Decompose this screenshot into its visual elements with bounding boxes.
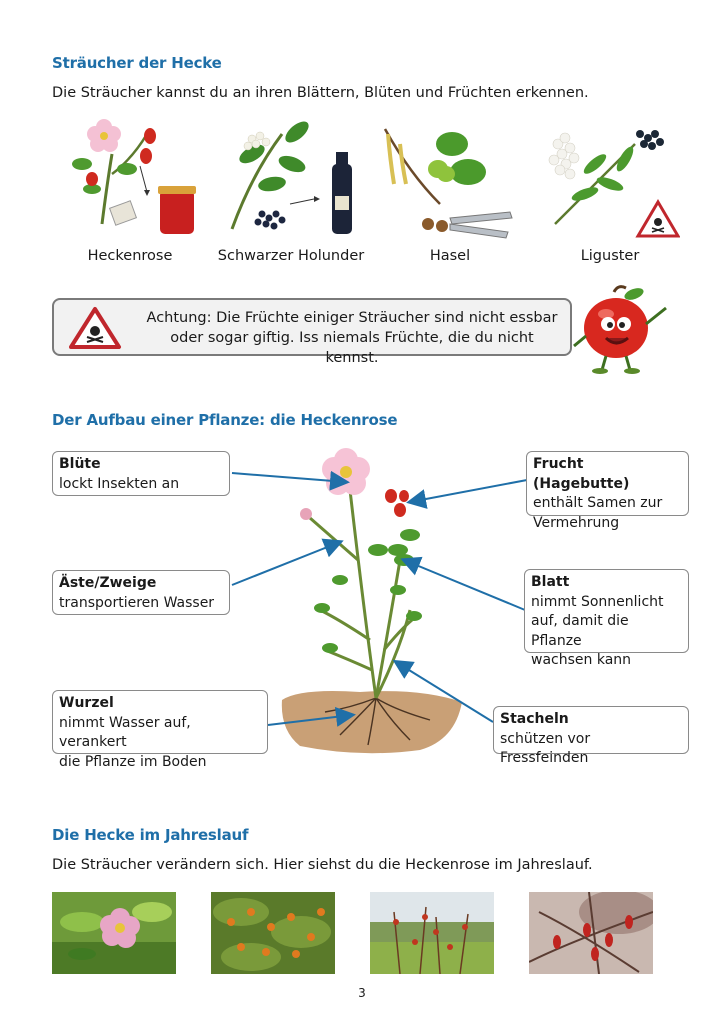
liguster-illustration: [540, 114, 680, 244]
warning-text: [142, 308, 562, 368]
shrub-caption-hasel: Hasel: [429, 248, 471, 264]
label-bluete-text: lockt Insekten an: [59, 475, 180, 492]
hasel-illustration: [380, 114, 520, 244]
warning-line-2: oder sogar giftig. Iss niemals Früchte, die du nicht kennst.: [170, 330, 534, 366]
label-blatt-line3: wachsen kann: [531, 652, 632, 668]
label-wurzel-line1: nimmt Wasser auf, verankert: [59, 714, 191, 750]
season-photo-spring: [52, 892, 176, 974]
label-frucht-line2: Vermehrung: [533, 514, 620, 531]
label-wurzel-title: Wurzel: [59, 695, 114, 711]
shrub-caption-heckenrose: Heckenrose: [87, 248, 173, 264]
poison-warning-icon: [68, 306, 122, 350]
warning-line-1: Achtung: Die Früchte einiger Sträucher sind nicht essbar: [146, 310, 558, 326]
label-blatt-line2: auf, damit die Pflanze: [531, 613, 629, 649]
section-intro-straeucher: Die Sträucher kannst du an ihren Blättern, Blüten und Früchten erkennen.: [52, 85, 589, 101]
shrub-caption-liguster: Liguster: [580, 248, 640, 264]
label-aeste: [52, 570, 230, 615]
season-photo-winter: [529, 892, 653, 974]
section-intro-jahreslauf: Die Sträucher verändern sich. Hier siehst du die Heckenrose im Jahreslauf.: [52, 857, 593, 873]
label-frucht: [526, 451, 689, 531]
season-photo-summer: [211, 892, 335, 974]
label-stacheln: [493, 706, 689, 766]
label-frucht-line1: enthält Samen zur: [533, 495, 663, 511]
label-blatt-line1: nimmt Sonnenlicht: [531, 593, 664, 610]
label-aeste-title: Äste/Zweige: [59, 575, 157, 591]
season-photo-autumn: [370, 892, 494, 974]
apple-mascot-image: [566, 284, 678, 376]
label-blatt-title: Blatt: [531, 574, 570, 590]
label-wurzel: [52, 690, 268, 770]
section-title-straeucher: Sträucher der Hecke: [52, 54, 222, 72]
holunder-illustration: [222, 114, 362, 244]
page-number: 3: [358, 986, 366, 1000]
heckenrose-illustration: [62, 114, 202, 244]
section-title-aufbau: Der Aufbau einer Pflanze: die Heckenrose: [52, 411, 398, 429]
label-stacheln-title: Stacheln: [500, 711, 569, 727]
label-frucht-title: Frucht (Hagebutte): [533, 456, 630, 492]
section-title-jahreslauf: Die Hecke im Jahreslauf: [52, 826, 249, 844]
label-aeste-text: transportieren Wasser: [59, 594, 215, 611]
label-bluete: [52, 451, 230, 496]
label-bluete-title: Blüte: [59, 456, 101, 472]
label-wurzel-line2: die Pflanze im Boden: [59, 753, 207, 770]
label-blatt: [524, 569, 689, 668]
label-stacheln-text: schützen vor Fressfeinden: [500, 730, 591, 766]
shrub-caption-holunder: Schwarzer Holunder: [217, 248, 365, 264]
warning-box: [52, 298, 572, 366]
